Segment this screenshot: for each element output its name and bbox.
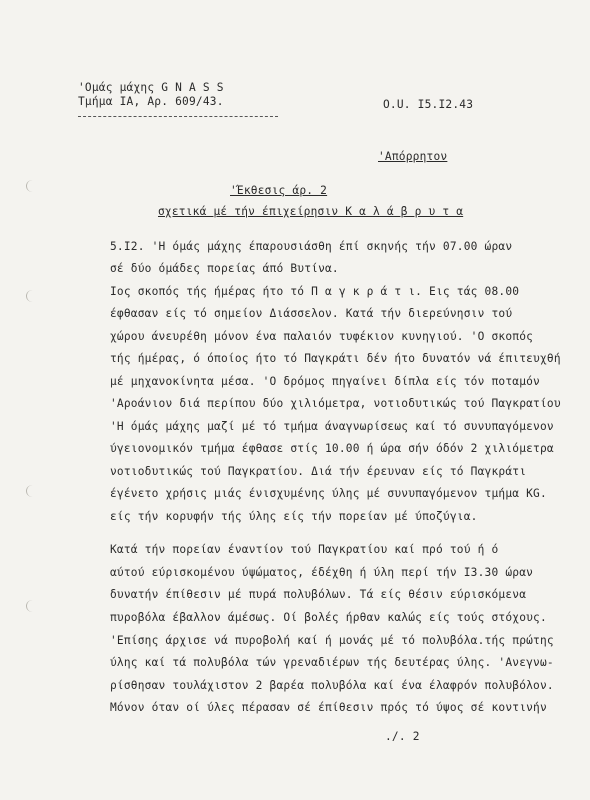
- body-line: έφθασαν είς τό σημείον Διάσσελον. Κατά τήν διερεύνησιν τού: [110, 307, 513, 320]
- body-line: Κατά τήν πορείαν έναντίον τού Παγκρατίου καί πρό τού ή ό: [110, 543, 499, 556]
- body-line: νοτιοδυτικώς τού Παγκρατίου. Διά τήν έρευναν είς τό Παγκράτι: [110, 465, 527, 478]
- date-line: O.U. I5.I2.43: [383, 98, 474, 111]
- body-line: ρίσθησαν τουλάχιστον 2 βαρέα πολυβόλα καί ένα έλαφρόν πολυβόλον.: [110, 679, 554, 692]
- body-line: σέ δύο όμάδες πορείας άπό Βυτίνα.: [110, 262, 339, 275]
- body-line: ύγειονομικόν τμήμα έφθασε στίς 10.00 ή ώρα σήν όδόν 2 χιλιόμετρα: [110, 442, 554, 455]
- body-line: τής ήμέρας, ό όποίος ήτο τό Παγκράτι δέν ήτο δυνατόν νά έπιτευχθή: [110, 352, 561, 365]
- body-line: δυνατήν έπίθεσιν μέ πυρά πολυβόλων. Τά είς θέσιν εύρισκόμενα: [110, 588, 527, 601]
- continuation-marker: ./. 2: [385, 730, 420, 743]
- body-line: χώρου άνευρέθη μόνον ένα παλαιόν τυφέκιον κυνηγιού. 'Ο σκοπός: [110, 330, 534, 343]
- body-line: πυροβόλα έβαλλον άμέσως. Οί βολές ήρθαν καλώς είς τούς στόχους.: [110, 611, 547, 624]
- report-subtitle: σχετικά μέ τήν έπιχείρησιν Κ α λ ά β ρ υ τ α: [158, 205, 464, 218]
- body-line: είς τήν κορυφήν τής ύλης είς τήν πορείαν μέ ύποζύγια.: [110, 510, 478, 523]
- body-line: 'Επίσης άρχισε νά πυροβολή καί ή μονάς μέ τό πολυβόλα.τής πρώτης: [110, 634, 554, 647]
- body-line: Μόνον όταν οί ύλες πέρασαν σέ έπίθεσιν πρός τό ύψος σέ κοντινήν: [110, 701, 547, 714]
- unit-line: 'Ομάς μάχης G N A S S: [78, 81, 224, 94]
- punch-hole-mark: [26, 290, 39, 302]
- reference-line: Τμήμα ΙΑ, Αρ. 609/43.: [78, 95, 224, 108]
- classification-label: 'Απόρρητον: [378, 150, 448, 163]
- punch-hole-mark: [26, 600, 39, 612]
- body-line: 5.I2. 'Η όμάς μάχης έπαρουσιάσθη έπί σκηνής τήν 07.00 ώραν: [110, 240, 513, 253]
- body-line: Ιος σκοπός τής ήμέρας ήτο τό Π α γ κ ρ ά τ ι. Εις τάς 08.00: [110, 285, 520, 298]
- punch-hole-mark: [26, 485, 39, 497]
- body-line: μέ μηχανοκίνητα μέσα. 'Ο δρόμος πηγαίνει δίπλα είς τόν ποταμόν: [110, 375, 540, 388]
- body-line: 'Η όμάς μάχης μαζί μέ τό τμήμα άναγνωρίσεως καί τό συνυπαγόμενον: [110, 420, 554, 433]
- body-line: αύτού εύρισκομένου ύψώματος, έδέχθη ή ύλη περί τήν I3.30 ώραν: [110, 566, 534, 579]
- body-line: ύλης καί τά πολυβόλα τών γρεναδιέρων τής δευτέρας ύλης. 'Ανεγνω-: [110, 656, 554, 669]
- body-line: έγένετο χρήσις μιάς ένισχυμένης ύλης μέ συνυπαγόμενον τμήμα KG.: [110, 487, 547, 500]
- header-divider: [78, 116, 278, 117]
- report-title: 'Έκθεσις άρ. 2: [230, 184, 328, 197]
- body-line: 'Αροάνιον διά περίπου δύο χιλιόμετρα, νοτιοδυτικώς τού Παγκρατίου: [110, 397, 561, 410]
- punch-hole-mark: [26, 180, 39, 192]
